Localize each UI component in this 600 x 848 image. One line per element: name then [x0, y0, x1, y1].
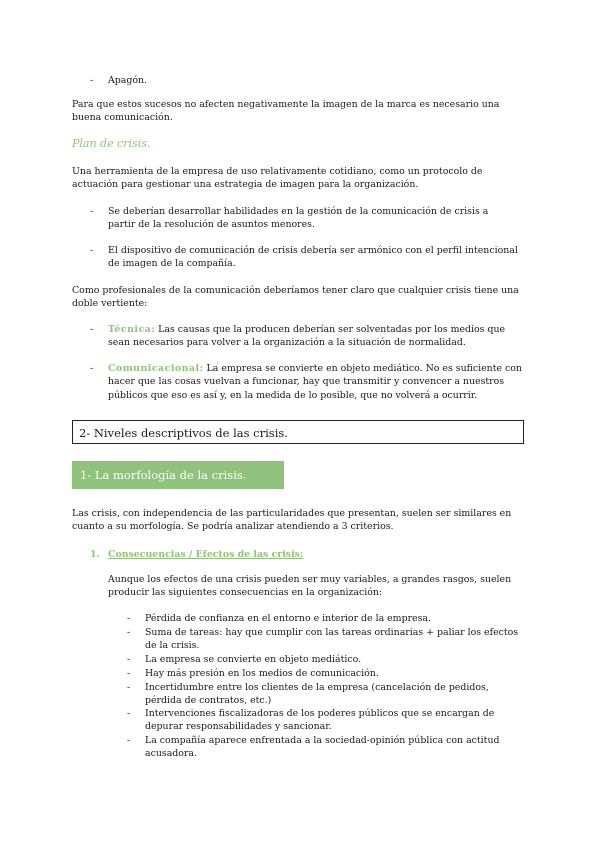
list-dash: - — [90, 206, 94, 217]
subsection-title: Consecuencias / Efectos de las crisis: — [108, 549, 304, 560]
list-dash: - — [90, 75, 94, 86]
list-dash: - — [127, 654, 131, 665]
list-dash: - — [127, 682, 131, 693]
list-dash: - — [127, 613, 131, 624]
list-number: 1. — [90, 549, 100, 560]
list-item: El dispositivo de comunicación de crisis debería ser armónico con el perfil intencional de imagen de la compañía. — [108, 245, 518, 270]
list-dash: - — [90, 363, 94, 374]
list-dash: - — [127, 735, 131, 746]
list-item-tecnica — [108, 323, 518, 350]
list-item: Pérdida de confianza en el entorno e interior de la empresa. — [145, 613, 431, 624]
section-banner: 1- La morfología de la crisis. — [72, 461, 284, 489]
list-dash: - — [127, 708, 131, 719]
tecnica-label: Técnica: — [108, 324, 156, 335]
list-item: La compañía aparece enfrentada a la sociedad-opinión pública con actitud acusadora. — [145, 735, 500, 760]
paragraph: Las crisis, con independencia de las particularidades que presentan, suelen ser similares en cuanto a su morfología. Se podría analizar atendiendo a 3 criterios. — [72, 508, 512, 533]
comunicacional-label: Comunicacional: — [108, 363, 204, 374]
list-dash: - — [127, 668, 131, 679]
paragraph: Aunque los efectos de una crisis pueden ser muy variables, a grandes rasgos, suelen producir las siguientes consecuencias en la organización: — [108, 574, 512, 599]
list-item: Hay más presión en los medios de comunicación. — [145, 668, 379, 679]
list-item: La empresa se convierte en objeto mediático. — [145, 654, 362, 665]
tecnica-text: Las causas que la producen deberían ser solventadas por los medios que sean necesarios para volver a la organización a la situación de normalidad. — [108, 324, 506, 349]
section-heading: Plan de crisis. — [72, 137, 151, 150]
list-item: Incertidumbre entre los clientes de la empresa (cancelación de pedidos, pérdida de contratos, etc.) — [145, 682, 489, 707]
paragraph: Como profesionales de la comunicación deberíamos tener claro que cualquier crisis tiene una doble vertiente: — [72, 285, 519, 310]
list-item-comunicacional — [108, 362, 528, 402]
paragraph: Una herramienta de la empresa de uso relativamente cotidiano, como un protocolo de actuación para gestionar una estrategia de imagen para la organización. — [72, 166, 483, 191]
comunicacional-text: La empresa se convierte en objeto mediático. No es suficiente con hacer que las cosas vuelvan a funcionar, hay que transmitir y convencer a nuestros públicos que eso es así y, en la medida de lo posible, que no volverá a ocurrir. — [108, 363, 522, 401]
list-item: Suma de tareas: hay que cumplir con las tareas ordinarias + paliar los efectos de la crisis. — [145, 627, 519, 652]
section-box: 2- Niveles descriptivos de las crisis. — [72, 420, 524, 444]
list-dash: - — [90, 245, 94, 256]
list-item: Intervenciones fiscalizadoras de los poderes públicos que se encargan de depurar responsabilidades y sancionar. — [145, 708, 495, 733]
list-item: Apagón. — [108, 75, 148, 86]
list-dash: - — [127, 627, 131, 638]
paragraph: Para que estos sucesos no afecten negativamente la imagen de la marca es necesario una buena comunicación. — [72, 99, 500, 124]
list-item: Se deberían desarrollar habilidades en la gestión de la comunicación de crisis a partir de la resolución de asuntos menores. — [108, 206, 489, 231]
list-dash: - — [90, 324, 94, 335]
